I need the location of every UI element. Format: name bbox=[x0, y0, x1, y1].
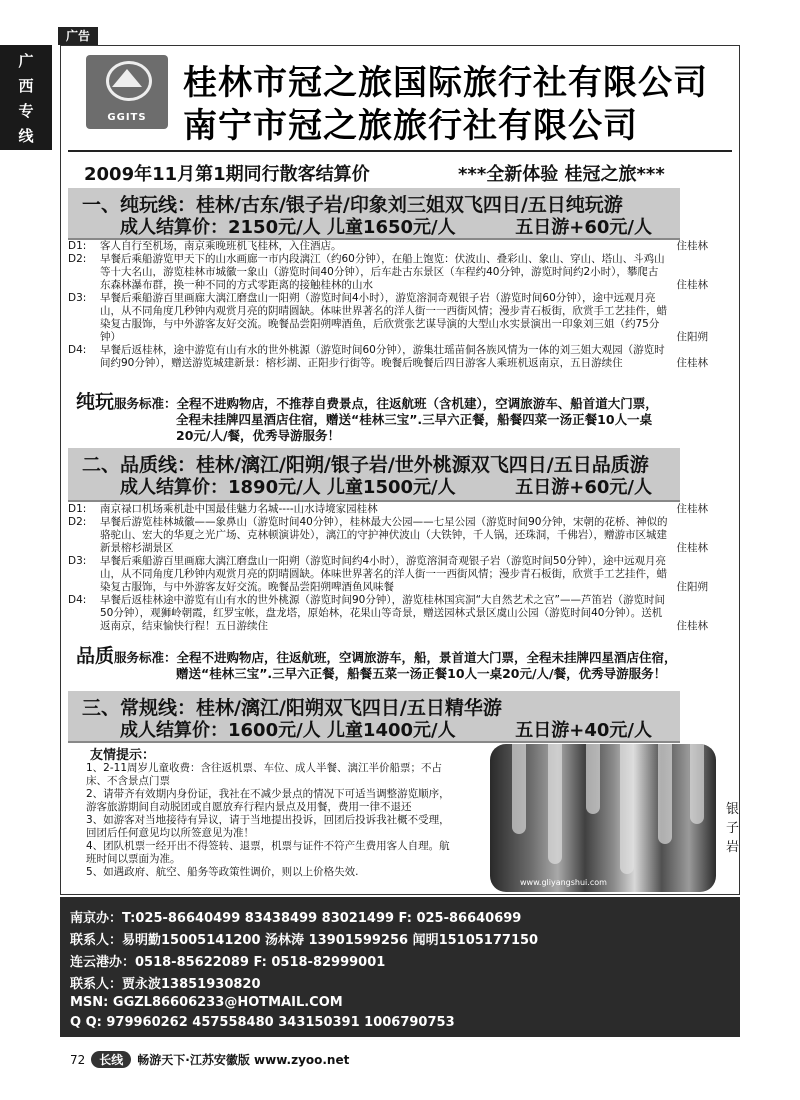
day-code: D2: bbox=[68, 516, 87, 528]
side-tab-char: 线 bbox=[18, 126, 34, 145]
day-code: D1: bbox=[68, 240, 87, 252]
itinerary-day bbox=[68, 555, 708, 594]
day-code: D3: bbox=[68, 555, 87, 567]
standard-line: 赠送“桂林三宝”.三早六正餐，船餐五菜一汤正餐10人一桌20元/人/餐，优秀导游服务！ bbox=[176, 666, 667, 681]
tip-item: 1、2-11周岁儿童收费：含往返机票、车位、成人半餐、漓江半价船票；不占床、不含景点门票 bbox=[86, 762, 443, 787]
day-text: 早餐后乘船游百里画廊大漓江磨盘山一阳朔（游览时间约4小时），游览溶洞奇观银子岩（游览时间50分钟），途中远观月亮山，从不同角度几秒钟内观赏月亮的阴晴圆缺。体味世界著名的洋人街一一西街风情；漫步青石板街，欣赏手工艺挂件，蜡染复古服饰，与中外游客友好交流。晚餐品尝阳朔啤酒鱼风味餐 bbox=[100, 555, 667, 593]
day-text: 南京禄口机场乘机赴中国最佳魅力名城----山水诗境家园桂林 bbox=[100, 503, 378, 515]
tip-item: 3、如游客对当地接待有异议，请于当地提出投诉，回团后投诉我社概不受理，回团后任何意见均以所签意见为准！ bbox=[86, 814, 450, 839]
company-logo bbox=[86, 55, 168, 129]
standard-line: 全程不进购物店，往返航班，空调旅游车，船，景首道大门票，全程未挂牌四星酒店住宿， bbox=[176, 650, 677, 665]
contact-msn[interactable]: MSN: GGZL86606233@HOTMAIL.COM bbox=[70, 995, 343, 1010]
tips-title: 友情提示： bbox=[90, 748, 156, 763]
itinerary-1 bbox=[68, 240, 708, 370]
photo-caption: 银子岩 bbox=[726, 802, 740, 855]
route-five-day-price: 五日游+40元/人 bbox=[515, 720, 652, 741]
side-tab-char: 广 bbox=[18, 51, 34, 70]
route-header-3 bbox=[68, 691, 680, 743]
day-stay: 住桂林 bbox=[676, 357, 708, 369]
cave-photo bbox=[490, 744, 716, 892]
crown-icon bbox=[112, 69, 142, 87]
tips-list bbox=[86, 762, 456, 879]
itinerary-day bbox=[68, 253, 708, 292]
page-number: 72 bbox=[70, 1052, 86, 1067]
tip-item: 2、请带齐有效期内身份证，我社在不减少景点的情况下可适当调整游览顺序，游客旅游期间自动脱团或自愿放弃行程内景点及用餐，费用一律不退还 bbox=[86, 788, 450, 813]
day-text: 早餐后返桂林途中游览有山有水的世外桃源（游览时间90分钟），游览桂林国宾洞“大自然艺术之宫”——芦笛岩（游览时间50分钟），观狮岭朝霞，红罗宝帐，盘龙塔，原始林，花果山等奇景，赠送园林式景区虞山公园（游览时间40分钟）。送机返南京，结束愉快行程！五日游续住 bbox=[100, 594, 665, 632]
day-stay: 住阳朔 bbox=[676, 331, 708, 343]
header-divider bbox=[68, 150, 732, 152]
contact-line: 南京办：T:025-86640499 83438499 83021499 F: 025-86640699 bbox=[70, 911, 522, 926]
side-tab-char: 专 bbox=[18, 101, 34, 120]
footer-site[interactable]: 畅游天下·江苏安徽版 www.zyoo.net bbox=[137, 1053, 350, 1067]
route-title: 二、品质线：桂林/漓江/阳朔/银子岩/世外桃源双飞四日/五日品质游 bbox=[82, 454, 649, 476]
contact-line: 联系人：贾永波13851930820 bbox=[70, 977, 261, 992]
tip-item: 4、团队机票一经开出不得签转、退票，机票与证件不符产生费用客人自理。航班时间以票面为准。 bbox=[86, 840, 450, 865]
logo-text: GGITS bbox=[107, 112, 147, 123]
side-tab bbox=[0, 45, 52, 150]
tip-item: 5、如遇政府、航空、船务等政策性调价，则以上价格失效. bbox=[86, 866, 359, 878]
standard-title: 纯玩 bbox=[76, 391, 115, 413]
section-pill: 长线 bbox=[91, 1051, 131, 1068]
contact-block bbox=[60, 897, 740, 1037]
stalactite bbox=[620, 744, 634, 874]
price-list-title: 2009年11月第1期同行散客结算价 bbox=[84, 164, 370, 185]
route-price: 成人结算价：1890元/人 儿童1500元/人 bbox=[120, 477, 456, 498]
service-standard-2 bbox=[76, 645, 716, 682]
page-footer bbox=[70, 1051, 349, 1068]
photo-watermark: www.gliyangshui.com bbox=[520, 878, 607, 887]
day-text: 早餐后乘船游览甲天下的山水画廊一市内段漓江（约60分钟），在船上饱览：伏波山、叠彩山、象山、穿山、塔山、斗鸡山等十大名山，游览桂林市城徽一象山（游览时间40分钟），后车赴古东景区（车程约40分钟，游览时间约2小时），攀爬古东森林瀑布群，换一种不同的方式零距离的接触桂林的山水 bbox=[100, 253, 665, 291]
route-five-day-price: 五日游+60元/人 bbox=[515, 217, 652, 238]
service-standard-1 bbox=[76, 391, 716, 444]
contact-line: 连云港办：0518-85622089 F: 0518-82999001 bbox=[70, 955, 386, 970]
day-stay: 住阳朔 bbox=[676, 581, 708, 593]
itinerary-day bbox=[68, 594, 708, 633]
itinerary-day bbox=[68, 516, 708, 555]
stalactite bbox=[690, 744, 704, 824]
day-stay: 住桂林 bbox=[676, 542, 708, 554]
day-text: 客人自行至机场，南京乘晚班机飞桂林，入住酒店。 bbox=[100, 240, 342, 252]
itinerary-day bbox=[68, 344, 708, 370]
company-name-nanning: 南宁市冠之旅旅行社有限公司 bbox=[183, 106, 638, 146]
itinerary-2 bbox=[68, 503, 708, 633]
stalactite bbox=[586, 744, 600, 814]
itinerary-day bbox=[68, 240, 708, 253]
stalactite bbox=[548, 744, 562, 864]
side-tab-char: 西 bbox=[18, 76, 34, 95]
day-stay: 住桂林 bbox=[676, 240, 708, 252]
route-price: 成人结算价：2150元/人 儿童1650元/人 bbox=[120, 217, 456, 238]
company-name-guilin: 桂林市冠之旅国际旅行社有限公司 bbox=[183, 63, 708, 103]
standard-label: 服务标准： bbox=[114, 650, 177, 665]
standard-line: 20元/人/餐，优秀导游服务！ bbox=[176, 428, 341, 443]
day-stay: 住桂林 bbox=[676, 620, 708, 632]
route-five-day-price: 五日游+60元/人 bbox=[515, 477, 652, 498]
route-header-1 bbox=[68, 188, 680, 240]
standard-line: 全程未挂牌四星酒店住宿，赠送“桂林三宝”.三早六正餐，船餐四菜一汤正餐10人一桌 bbox=[176, 412, 653, 427]
stalactite bbox=[658, 744, 672, 844]
stalactite bbox=[512, 744, 526, 834]
day-code: D2: bbox=[68, 253, 87, 265]
standard-label: 服务标准： bbox=[114, 396, 177, 411]
day-code: D1: bbox=[68, 503, 87, 515]
itinerary-day bbox=[68, 503, 708, 516]
day-code: D3: bbox=[68, 292, 87, 304]
ad-label: 广告 bbox=[58, 27, 98, 45]
day-text: 早餐后返桂林，途中游览有山有水的世外桃源（游览时间60分钟），游集壮瑶苗侗各族风情为一体的刘三姐大观园（游览时间约90分钟），赠送游览城建新景：榕杉湖、正阳步行街等。晚餐后晚餐后四日游客人乘班机返南京，五日游续住 bbox=[100, 344, 665, 369]
day-stay: 住桂林 bbox=[676, 503, 708, 515]
standard-title: 品质 bbox=[76, 645, 115, 667]
route-header-2 bbox=[68, 448, 680, 502]
slogan: ***全新体验 桂冠之旅*** bbox=[458, 164, 665, 185]
contact-qq: Q Q: 979960262 457558480 343150391 1006790753 bbox=[70, 1015, 455, 1030]
route-title: 一、纯玩线：桂林/古东/银子岩/印象刘三姐双飞四日/五日纯玩游 bbox=[82, 194, 623, 216]
day-code: D4: bbox=[68, 594, 87, 606]
day-text: 早餐后乘船游百里画廊大漓江磨盘山一阳朔（游览时间4小时），游览溶洞奇观银子岩（游览时间60分钟），途中远观月亮山，从不同角度几秒钟内观赏月亮的阴晴圆缺。体味世界著名的洋人街一一西街风情；漫步青石板街，欣赏手工艺挂件，蜡染复古服饰，与中外游客友好交流。晚餐品尝阳朔啤酒鱼，后欣赏张艺谋导演的大型山水实景演出一印象刘三姐（约75分钟） bbox=[100, 292, 667, 343]
itinerary-day bbox=[68, 292, 708, 344]
standard-line: 全程不进购物店，不推荐自费景点，往返航班（含机建），空调旅游车、船首道大门票， bbox=[176, 396, 658, 411]
day-code: D4: bbox=[68, 344, 87, 356]
route-title: 三、常规线：桂林/漓江/阳朔双飞四日/五日精华游 bbox=[82, 697, 502, 719]
day-text: 早餐后游览桂林城徽——象鼻山（游览时间40分钟），桂林最大公园——七星公园（游览时间90分钟，宋朝的花桥、神似的骆驼山、宏大的华夏之光广场、克林顿演讲处），漓江的守护神伏波山（大铁钟，千人锅，还珠洞，千佛岩），赠游市区城建新景榕杉湖景区 bbox=[100, 516, 668, 554]
day-stay: 住桂林 bbox=[676, 279, 708, 291]
route-price: 成人结算价：1600元/人 儿童1400元/人 bbox=[120, 720, 456, 741]
contact-line: 联系人：易明勤15005141200 汤林涛 13901599256 闻明15105177150 bbox=[70, 933, 539, 948]
